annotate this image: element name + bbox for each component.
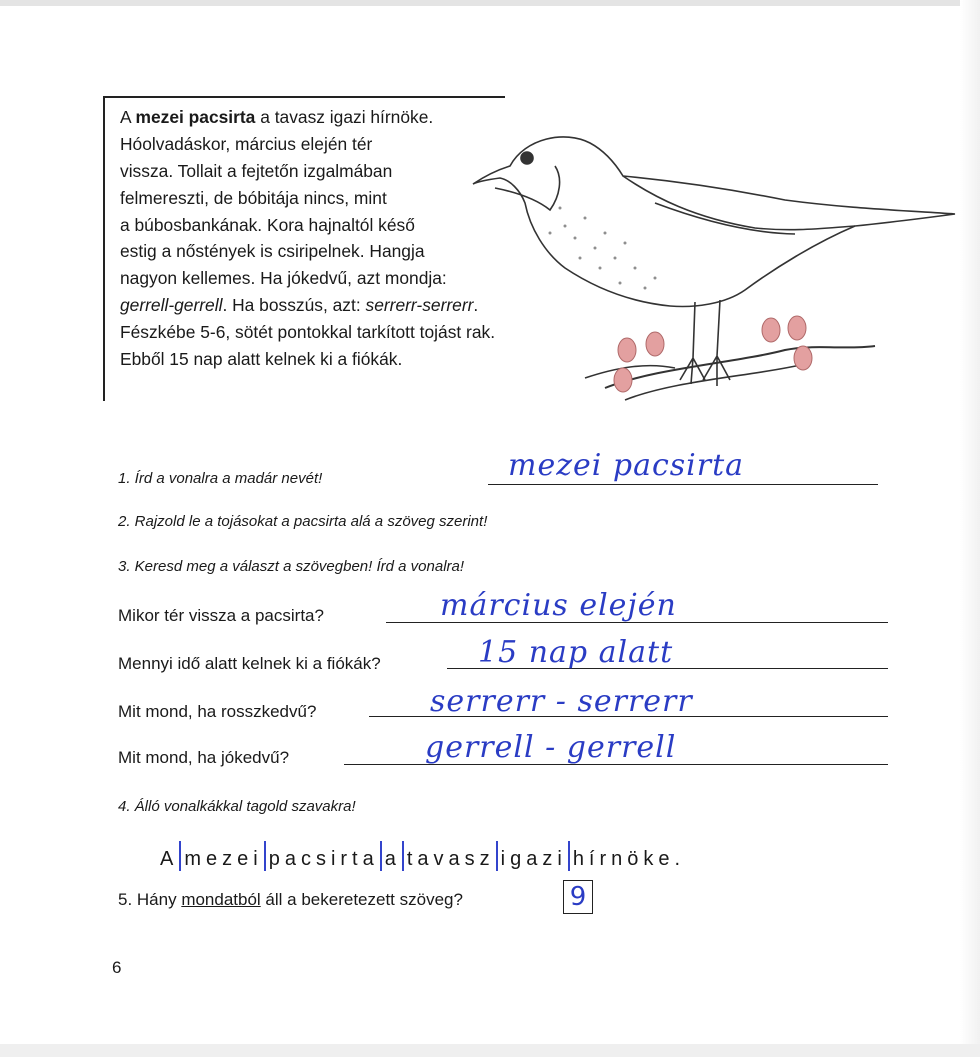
- divider-mark: [402, 841, 404, 871]
- word-segment: mezei: [184, 848, 263, 870]
- egg: [646, 332, 664, 356]
- divider-mark: [568, 841, 570, 871]
- egg: [618, 338, 636, 362]
- answer-3[interactable]: serrerr - serrerr: [430, 684, 693, 719]
- question-4: Mit mond, ha jókedvű?: [118, 748, 290, 767]
- reading-line: vissza. Tollait a fejtetőn izgalmában: [120, 160, 393, 181]
- task-1-instruction: 1. Írd a vonalra a madár nevét!: [118, 470, 323, 487]
- reading-line: nagyon kellemes. Ha jókedvű, azt mondja:: [120, 268, 447, 289]
- task-1-answer[interactable]: mezei pacsirta: [508, 448, 745, 483]
- word-split-row: [160, 841, 685, 871]
- egg: [614, 368, 632, 392]
- word-segment: a: [384, 848, 401, 870]
- answer-4[interactable]: gerrell - gerrell: [425, 730, 677, 765]
- answer-line: [488, 484, 878, 485]
- reading-line: Ebből 15 nap alatt kelnek ki a fiókák.: [120, 349, 403, 370]
- question-3: Mit mond, ha rosszkedvű?: [118, 702, 317, 721]
- reading-line: gerrell-gerrell. Ha bosszús, azt: serrerr-serrerr.: [120, 295, 479, 316]
- page-number: 6: [112, 958, 122, 977]
- task-3-instruction: 3. Keresd meg a választ a szövegben! Írd a vonalra!: [118, 558, 465, 575]
- divider-mark: [380, 841, 382, 871]
- divider-mark: [264, 841, 266, 871]
- divider-mark: [496, 841, 498, 871]
- word-segment: A: [160, 848, 179, 870]
- task-2-instruction: 2. Rajzold le a tojásokat a pacsirta alá a szöveg szerint!: [118, 513, 488, 530]
- page-edge: [0, 1044, 980, 1057]
- question-1: Mikor tér vissza a pacsirta?: [118, 606, 324, 625]
- word-segment: pacsirta: [268, 848, 379, 870]
- task-5-question: 5. Hány mondatból áll a bekeretezett szöveg?: [118, 890, 463, 909]
- reading-line: Hóolvadáskor, március elején tér: [120, 133, 373, 154]
- reading-line: felmereszti, de bóbitája nincs, mint: [120, 187, 387, 208]
- egg: [788, 316, 806, 340]
- task-4-instruction: 4. Álló vonalkákkal tagold szavakra!: [118, 798, 356, 815]
- egg: [794, 346, 812, 370]
- word-segment: igazi: [500, 848, 567, 870]
- reading-line: estig a nőstények is csiripelnek. Hangja: [120, 241, 425, 262]
- task-5-answer-box[interactable]: 9: [563, 880, 593, 914]
- reading-line: a búbosbankának. Kora hajnaltól késő: [120, 214, 415, 235]
- skylark-illustration: [455, 118, 965, 418]
- answer-2[interactable]: 15 nap alatt: [478, 635, 674, 670]
- reading-line: A mezei pacsirta a tavasz igazi hírnöke.: [120, 107, 434, 127]
- word-segment: tavasz: [406, 848, 495, 870]
- page-edge: [0, 0, 980, 6]
- divider-mark: [179, 841, 181, 871]
- word-segment: hírnöke.: [572, 848, 686, 870]
- question-2: Mennyi idő alatt kelnek ki a fiókák?: [118, 654, 381, 673]
- reading-line: Fészkébe 5-6, sötét pontokkal tarkított tojást rak.: [120, 322, 496, 343]
- egg: [762, 318, 780, 342]
- answer-1[interactable]: március elején: [440, 588, 677, 623]
